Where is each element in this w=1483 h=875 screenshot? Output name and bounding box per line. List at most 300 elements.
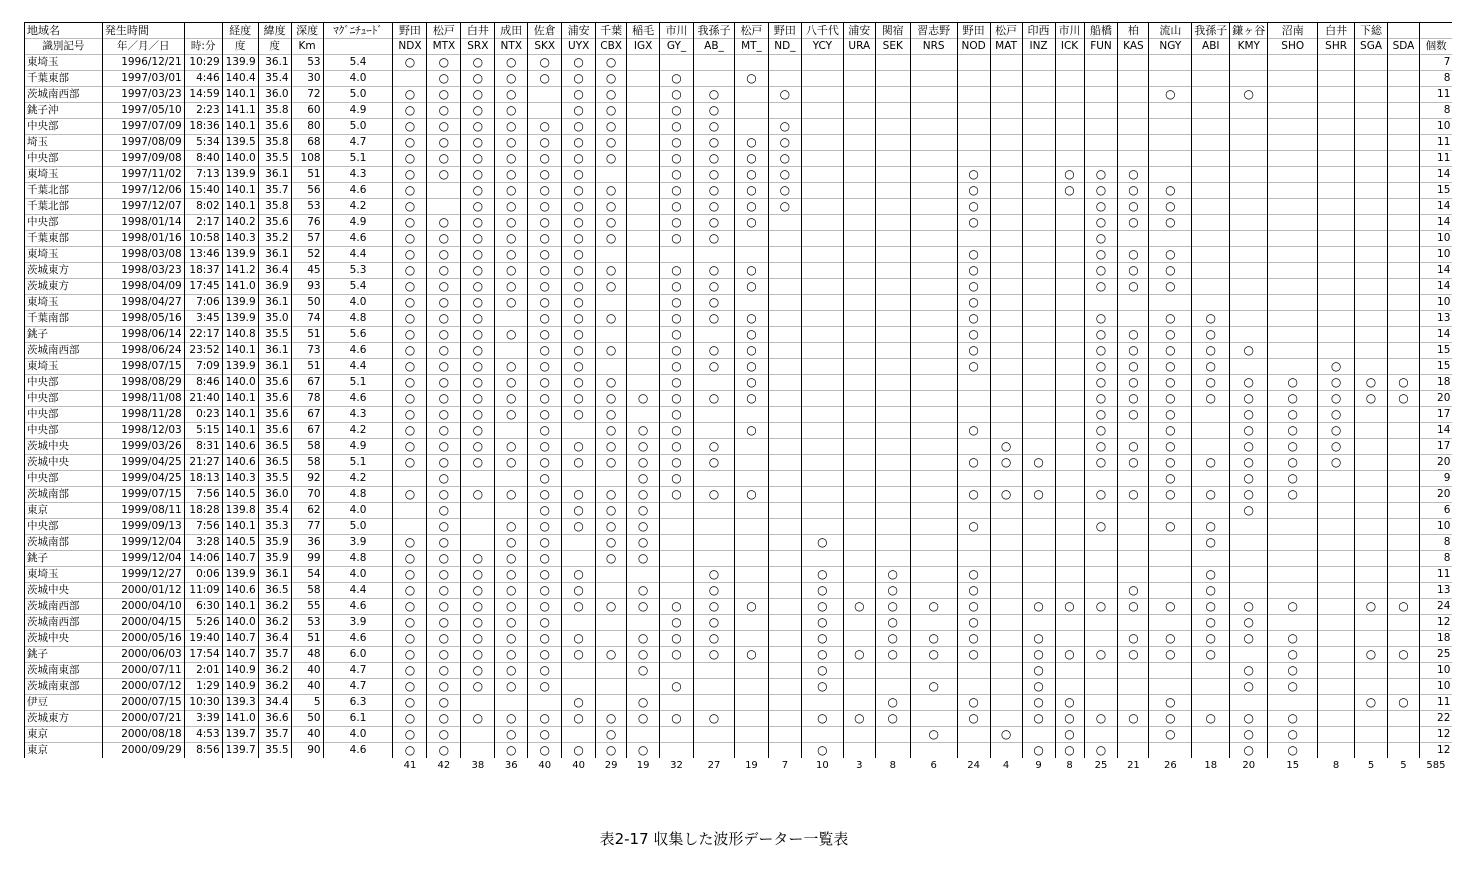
empty-cell — [1230, 103, 1268, 119]
record-mark: ○ — [562, 151, 596, 167]
cell-magnitude: 3.9 — [323, 535, 393, 551]
empty-cell — [1149, 231, 1192, 247]
cell-magnitude: 4.6 — [323, 183, 393, 199]
empty-cell — [1055, 359, 1084, 375]
empty-cell — [1055, 295, 1084, 311]
empty-cell — [843, 535, 875, 551]
cell-date: 2000/07/21 — [102, 711, 184, 727]
record-mark: ○ — [801, 599, 843, 615]
record-mark: ○ — [393, 599, 427, 615]
empty-cell — [528, 87, 562, 103]
empty-cell — [1230, 263, 1268, 279]
header-station-code: MAT — [990, 39, 1022, 55]
empty-cell — [843, 615, 875, 631]
empty-cell — [1355, 295, 1388, 311]
empty-cell — [1084, 695, 1118, 711]
empty-cell — [1192, 727, 1230, 743]
empty-cell — [843, 135, 875, 151]
empty-cell — [1388, 55, 1420, 71]
empty-cell — [990, 375, 1022, 391]
cell-time: 0:23 — [184, 407, 222, 423]
empty-cell — [1055, 215, 1084, 231]
empty-cell — [910, 455, 957, 471]
empty-cell — [1268, 519, 1318, 535]
empty-cell — [768, 263, 801, 279]
table-row — [25, 599, 1483, 615]
record-mark: ○ — [1149, 519, 1192, 535]
empty-cell — [843, 295, 875, 311]
empty-cell — [734, 631, 768, 647]
empty-cell — [1268, 551, 1318, 567]
table-row — [25, 391, 1483, 407]
record-mark: ○ — [1118, 711, 1149, 727]
empty-cell — [875, 663, 910, 679]
cell-lon: 139.9 — [222, 359, 258, 375]
empty-cell — [393, 503, 427, 519]
record-mark: ○ — [768, 87, 801, 103]
empty-cell — [660, 695, 694, 711]
total-count: 40 — [572, 760, 586, 771]
cell-magnitude: 4.6 — [323, 631, 393, 647]
empty-cell — [843, 455, 875, 471]
cell-lat: 36.1 — [258, 567, 291, 583]
record-mark: ○ — [1084, 359, 1118, 375]
empty-cell — [1055, 679, 1084, 695]
record-mark: ○ — [461, 71, 495, 87]
record-mark: ○ — [627, 423, 660, 439]
empty-cell — [734, 103, 768, 119]
cell-area: 埼玉 — [25, 135, 103, 151]
empty-cell — [910, 311, 957, 327]
empty-cell — [957, 679, 990, 695]
empty-cell — [660, 503, 694, 519]
empty-cell — [1118, 519, 1149, 535]
record-mark: ○ — [1192, 375, 1230, 391]
cell-area: 千葉北部 — [25, 199, 103, 215]
empty-cell — [990, 295, 1022, 311]
cell-lat: 36.2 — [258, 615, 291, 631]
record-mark: ○ — [461, 663, 495, 679]
record-mark: ○ — [562, 455, 596, 471]
cell-lat: 36.1 — [258, 359, 291, 375]
empty-cell — [495, 471, 528, 487]
cell-depth: 90 — [291, 743, 323, 759]
empty-cell — [801, 503, 843, 519]
header-station-name: 松戸 — [990, 23, 1022, 39]
record-mark: ○ — [1022, 663, 1055, 679]
cell-depth: 52 — [291, 247, 323, 263]
cell-lon: 139.9 — [222, 247, 258, 263]
empty-cell — [1055, 87, 1084, 103]
empty-cell — [1355, 407, 1388, 423]
empty-cell — [1355, 567, 1388, 583]
empty-cell — [393, 471, 427, 487]
cell-lon: 140.1 — [222, 407, 258, 423]
cell-lon: 140.8 — [222, 327, 258, 343]
cell-lat: 36.4 — [258, 263, 291, 279]
record-mark: ○ — [694, 631, 735, 647]
table-row — [25, 359, 1483, 375]
empty-cell — [1355, 311, 1388, 327]
record-mark: ○ — [393, 199, 427, 215]
record-mark: ○ — [660, 359, 694, 375]
record-mark: ○ — [734, 391, 768, 407]
empty-cell — [1230, 551, 1268, 567]
record-mark: ○ — [528, 407, 562, 423]
empty-cell — [1192, 231, 1230, 247]
record-mark: ○ — [393, 375, 427, 391]
cell-area: 茨城南東部 — [25, 679, 103, 695]
record-mark: ○ — [660, 439, 694, 455]
cell-lon: 139.7 — [222, 743, 258, 759]
empty-cell — [990, 551, 1022, 567]
record-mark: ○ — [910, 647, 957, 663]
record-mark: ○ — [427, 503, 461, 519]
empty-cell — [768, 679, 801, 695]
cell-magnitude: 4.3 — [323, 407, 393, 423]
record-mark: ○ — [660, 599, 694, 615]
empty-cell — [801, 455, 843, 471]
cell-lon: 140.1 — [222, 87, 258, 103]
empty-cell — [1355, 535, 1388, 551]
record-mark: ○ — [461, 583, 495, 599]
empty-cell — [1149, 615, 1192, 631]
record-mark: ○ — [990, 487, 1022, 503]
record-mark: ○ — [627, 471, 660, 487]
record-mark: ○ — [1084, 327, 1118, 343]
record-mark: ○ — [461, 439, 495, 455]
record-mark: ○ — [660, 311, 694, 327]
cell-lon: 140.1 — [222, 183, 258, 199]
empty-cell — [875, 471, 910, 487]
empty-cell — [1388, 615, 1420, 631]
cell-magnitude: 4.4 — [323, 247, 393, 263]
cell-area: 茨城東方 — [25, 263, 103, 279]
empty-cell — [990, 503, 1022, 519]
empty-cell — [562, 615, 596, 631]
cell-lat: 36.1 — [258, 343, 291, 359]
record-mark: ○ — [1084, 407, 1118, 423]
empty-cell — [1192, 151, 1230, 167]
empty-cell — [1318, 583, 1355, 599]
empty-cell — [1318, 567, 1355, 583]
empty-cell — [1388, 359, 1420, 375]
record-mark: ○ — [1149, 263, 1192, 279]
record-mark: ○ — [660, 679, 694, 695]
record-mark: ○ — [1268, 455, 1318, 471]
empty-cell — [1118, 55, 1149, 71]
empty-cell — [1192, 695, 1230, 711]
cell-depth: 77 — [291, 519, 323, 535]
record-mark: ○ — [596, 343, 627, 359]
record-mark: ○ — [1355, 647, 1388, 663]
empty-cell — [768, 71, 801, 87]
empty-cell — [1118, 663, 1149, 679]
record-mark: ○ — [562, 327, 596, 343]
waveform-data-table — [24, 22, 1483, 773]
record-mark: ○ — [528, 599, 562, 615]
empty-cell — [1022, 103, 1055, 119]
record-mark: ○ — [562, 599, 596, 615]
empty-cell — [1192, 663, 1230, 679]
empty-cell — [627, 87, 660, 103]
empty-cell — [1355, 727, 1388, 743]
empty-cell — [562, 535, 596, 551]
empty-cell — [910, 87, 957, 103]
empty-cell — [1192, 471, 1230, 487]
record-mark: ○ — [1230, 503, 1268, 519]
header-station-name: 八千代 — [801, 23, 843, 39]
table-row — [25, 183, 1483, 199]
empty-cell — [627, 151, 660, 167]
empty-cell — [768, 359, 801, 375]
record-mark: ○ — [427, 167, 461, 183]
table-row — [25, 567, 1483, 583]
record-mark: ○ — [660, 231, 694, 247]
cell-area: 銚子 — [25, 551, 103, 567]
record-mark: ○ — [393, 615, 427, 631]
empty-cell — [1149, 743, 1192, 759]
header-count — [1419, 23, 1452, 39]
cell-date: 1998/01/16 — [102, 231, 184, 247]
empty-cell — [1268, 695, 1318, 711]
empty-cell — [875, 743, 910, 759]
record-mark: ○ — [1084, 199, 1118, 215]
record-mark: ○ — [694, 615, 735, 631]
empty-cell — [1318, 151, 1355, 167]
empty-cell — [1118, 87, 1149, 103]
empty-cell — [957, 55, 990, 71]
cell-depth: 40 — [291, 663, 323, 679]
record-mark: ○ — [495, 375, 528, 391]
cell-date: 1997/05/10 — [102, 103, 184, 119]
total-count: 40 — [538, 760, 552, 771]
empty-cell — [1388, 231, 1420, 247]
record-mark: ○ — [1230, 407, 1268, 423]
record-mark: ○ — [734, 167, 768, 183]
record-mark: ○ — [660, 215, 694, 231]
record-mark: ○ — [528, 615, 562, 631]
record-mark: ○ — [1149, 359, 1192, 375]
empty-cell — [1118, 295, 1149, 311]
empty-cell — [1022, 199, 1055, 215]
record-mark: ○ — [461, 103, 495, 119]
cell-date: 1999/04/25 — [102, 471, 184, 487]
cell-time: 4:46 — [184, 71, 222, 87]
empty-cell — [660, 551, 694, 567]
cell-count: 9 — [1419, 471, 1452, 487]
empty-cell — [1388, 215, 1420, 231]
empty-cell — [910, 327, 957, 343]
cell-depth: 50 — [291, 711, 323, 727]
record-mark: ○ — [1118, 343, 1149, 359]
record-mark: ○ — [1230, 711, 1268, 727]
record-mark: ○ — [1318, 359, 1355, 375]
record-mark: ○ — [1084, 423, 1118, 439]
record-mark: ○ — [461, 679, 495, 695]
record-mark: ○ — [427, 679, 461, 695]
empty-cell — [1355, 471, 1388, 487]
cell-count: 15 — [1419, 183, 1452, 199]
record-mark: ○ — [427, 439, 461, 455]
empty-cell — [875, 311, 910, 327]
empty-cell — [495, 343, 528, 359]
record-mark: ○ — [427, 375, 461, 391]
cell-lat: 36.1 — [258, 295, 291, 311]
empty-cell — [1268, 103, 1318, 119]
cell-magnitude: 4.0 — [323, 71, 393, 87]
empty-cell — [1022, 71, 1055, 87]
record-mark: ○ — [1055, 599, 1084, 615]
header-station-code: NGY — [1149, 39, 1192, 55]
empty-cell — [1318, 71, 1355, 87]
record-mark: ○ — [1268, 423, 1318, 439]
empty-cell — [990, 519, 1022, 535]
total-count: 5 — [1400, 760, 1407, 771]
empty-cell — [1230, 647, 1268, 663]
record-mark: ○ — [596, 103, 627, 119]
empty-cell — [768, 519, 801, 535]
cell-count: 18 — [1419, 375, 1452, 391]
record-mark: ○ — [562, 215, 596, 231]
record-mark: ○ — [694, 359, 735, 375]
cell-area: 茨城南西部 — [25, 343, 103, 359]
cell-lat: 36.1 — [258, 167, 291, 183]
table-row — [25, 727, 1483, 743]
table-row — [25, 647, 1483, 663]
record-mark: ○ — [393, 87, 427, 103]
empty-cell — [1268, 343, 1318, 359]
record-mark: ○ — [660, 487, 694, 503]
record-mark: ○ — [495, 279, 528, 295]
record-mark: ○ — [562, 631, 596, 647]
header-station-name: 市川 — [1055, 23, 1084, 39]
cell-magnitude: 4.8 — [323, 487, 393, 503]
cell-date: 1997/03/01 — [102, 71, 184, 87]
empty-cell — [1355, 151, 1388, 167]
header-station-name: 市川 — [660, 23, 694, 39]
cell-lon: 139.9 — [222, 295, 258, 311]
total-count: 8 — [1066, 760, 1073, 771]
header-station-code: AB_ — [694, 39, 735, 55]
record-mark: ○ — [393, 295, 427, 311]
empty-cell — [990, 311, 1022, 327]
empty-cell — [1055, 663, 1084, 679]
empty-cell — [1055, 103, 1084, 119]
empty-cell — [1388, 71, 1420, 87]
empty-cell — [660, 535, 694, 551]
empty-cell — [1149, 583, 1192, 599]
empty-cell — [1192, 119, 1230, 135]
empty-cell — [1230, 71, 1268, 87]
empty-cell — [1055, 247, 1084, 263]
header-row-1 — [25, 23, 1483, 39]
empty-cell — [1192, 407, 1230, 423]
cell-date: 1997/11/02 — [102, 167, 184, 183]
record-mark: ○ — [1022, 679, 1055, 695]
empty-cell — [875, 423, 910, 439]
table-row — [25, 663, 1483, 679]
cell-lat: 36.0 — [258, 87, 291, 103]
empty-cell — [1149, 503, 1192, 519]
empty-cell — [1318, 103, 1355, 119]
record-mark: ○ — [1149, 87, 1192, 103]
empty-cell — [627, 679, 660, 695]
empty-cell — [1318, 135, 1355, 151]
record-mark: ○ — [427, 359, 461, 375]
cell-lat: 35.9 — [258, 535, 291, 551]
cell-lon: 140.4 — [222, 71, 258, 87]
empty-cell — [990, 167, 1022, 183]
empty-cell — [768, 247, 801, 263]
cell-date: 2000/07/11 — [102, 663, 184, 679]
empty-cell — [694, 695, 735, 711]
cell-time: 7:06 — [184, 295, 222, 311]
empty-cell — [596, 295, 627, 311]
empty-cell — [694, 519, 735, 535]
cell-date: 1998/03/08 — [102, 247, 184, 263]
cell-magnitude: 4.0 — [323, 727, 393, 743]
empty-cell — [1388, 295, 1420, 311]
empty-cell — [768, 471, 801, 487]
cell-magnitude: 4.6 — [323, 391, 393, 407]
cell-time: 18:13 — [184, 471, 222, 487]
record-mark: ○ — [562, 87, 596, 103]
empty-cell — [801, 55, 843, 71]
empty-cell — [1192, 199, 1230, 215]
empty-cell — [734, 679, 768, 695]
empty-cell — [990, 215, 1022, 231]
record-mark: ○ — [801, 567, 843, 583]
empty-cell — [1192, 295, 1230, 311]
empty-cell — [694, 727, 735, 743]
empty-cell — [1055, 439, 1084, 455]
empty-cell — [990, 247, 1022, 263]
empty-cell — [768, 103, 801, 119]
empty-cell — [694, 535, 735, 551]
cell-time: 2:23 — [184, 103, 222, 119]
record-mark: ○ — [393, 535, 427, 551]
record-mark: ○ — [461, 551, 495, 567]
empty-cell — [1230, 567, 1268, 583]
record-mark: ○ — [393, 215, 427, 231]
cell-count: 12 — [1419, 615, 1452, 631]
empty-cell — [734, 295, 768, 311]
cell-lat: 36.5 — [258, 583, 291, 599]
record-mark: ○ — [957, 359, 990, 375]
total-count: 8 — [889, 760, 896, 771]
record-mark: ○ — [562, 71, 596, 87]
record-mark: ○ — [875, 695, 910, 711]
empty-cell — [1055, 583, 1084, 599]
empty-cell — [694, 71, 735, 87]
cell-depth: 51 — [291, 167, 323, 183]
empty-cell — [910, 119, 957, 135]
record-mark: ○ — [1149, 455, 1192, 471]
empty-cell — [1055, 71, 1084, 87]
record-mark: ○ — [1022, 743, 1055, 759]
record-mark: ○ — [528, 471, 562, 487]
cell-count: 8 — [1419, 103, 1452, 119]
record-mark: ○ — [393, 359, 427, 375]
record-mark: ○ — [1355, 695, 1388, 711]
empty-cell — [660, 519, 694, 535]
record-mark: ○ — [660, 135, 694, 151]
record-mark: ○ — [734, 343, 768, 359]
empty-cell — [801, 295, 843, 311]
empty-cell — [1355, 455, 1388, 471]
record-mark: ○ — [1388, 695, 1420, 711]
